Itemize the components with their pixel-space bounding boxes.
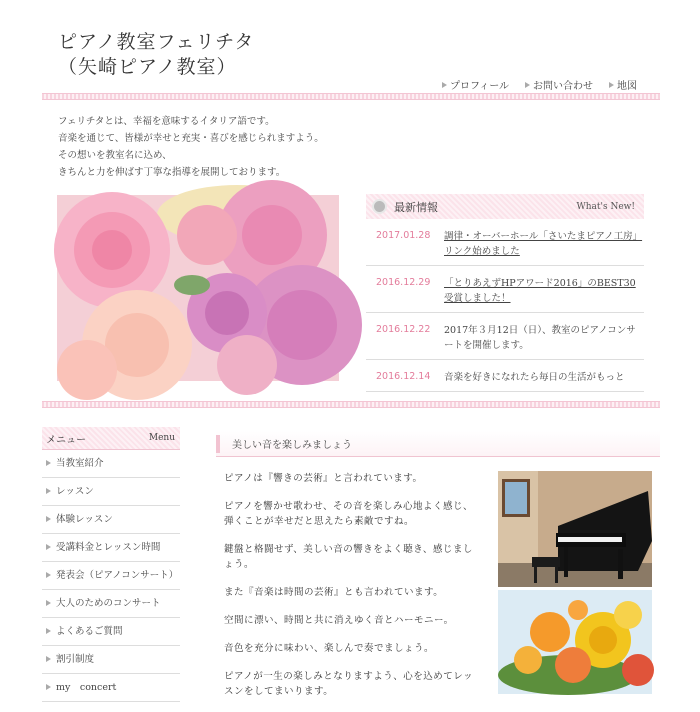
sidebar-item-label: 大人のためのコンサート: [56, 598, 161, 609]
triangle-right-icon: [46, 516, 51, 522]
triangle-right-icon: [46, 656, 51, 662]
main-paragraph: 音色を充分に味わい、楽しんで奏でましょう。: [224, 643, 435, 654]
news-item: [366, 219, 644, 266]
news-item: [366, 266, 644, 313]
site-title[interactable]: [58, 30, 254, 80]
nav-contact-label: お問い合わせ: [533, 81, 593, 92]
sidebar-item-label: 発表会（ピアノコンサート）: [56, 570, 179, 581]
intro-line: 音楽を通じて、皆様が幸せと充実・喜びを感じられますよう。: [58, 133, 324, 144]
news-list[interactable]: [366, 219, 644, 383]
main-paragraph: ピアノが一生の楽しみとなりますよう、心を込めてレッスンをしてまいります。: [224, 671, 474, 697]
main-paragraph: ピアノは『響きの芸術』と言われています。: [224, 473, 423, 484]
sidebar-item-label: my concert: [56, 682, 117, 693]
news-date: 2016.12.29: [376, 277, 431, 288]
news-date: 2016.12.22: [376, 324, 431, 335]
heading-accent-bar: [216, 435, 220, 453]
sidebar-item-label: 当教室紹介: [56, 458, 104, 469]
menu-title: メニュー: [46, 434, 86, 446]
triangle-right-icon: [46, 684, 51, 690]
main-heading: [216, 431, 660, 457]
triangle-right-icon: [46, 544, 51, 550]
news-link[interactable]: 「とりあえずHPアワード2016」のBEST30受賞しました！: [444, 278, 636, 304]
sidebar-item-label: 割引制度: [56, 654, 95, 665]
triangle-right-icon: [609, 82, 614, 88]
news-header: [366, 194, 644, 219]
news-title: 最新情報: [394, 200, 438, 214]
sidebar-item-trial-lesson[interactable]: [42, 506, 180, 534]
nav-contact[interactable]: [525, 77, 593, 92]
main-body-text: [224, 471, 479, 712]
flower-bouquet-photo: [498, 590, 652, 694]
nav-map[interactable]: [609, 77, 637, 92]
main-paragraph: ピアノを響かせ歌わせ、その音を楽しみ心地よく感じ、弾くことが幸せだと思えたら素敵ですね。: [224, 501, 473, 527]
sidebar-item-recital[interactable]: [42, 562, 180, 590]
sidebar-item-about[interactable]: [42, 450, 180, 478]
nav-profile-label: プロフィール: [450, 81, 509, 92]
sidebar-item-lesson[interactable]: [42, 478, 180, 506]
sidebar-item-adult-concert[interactable]: [42, 590, 180, 618]
bouquet-illustration: [498, 590, 652, 694]
news-item: [366, 360, 644, 392]
main-paragraph: 空間に漂い、時間と共に消えゆく音とハーモニー。: [224, 615, 454, 626]
triangle-right-icon: [46, 628, 51, 634]
triangle-right-icon: [46, 488, 51, 494]
sidebar-item-label: 受講料金とレッスン時間: [56, 542, 161, 553]
news-text: 音楽を好きになれたら毎日の生活がもっと: [444, 372, 625, 383]
intro-text: [58, 113, 324, 181]
hero-roses-image: [57, 195, 339, 381]
header-divider-band: [42, 93, 660, 100]
sidebar-item-label: 体験レッスン: [56, 514, 113, 525]
sidebar-item-label: レッスン: [56, 486, 94, 497]
triangle-right-icon: [46, 572, 51, 578]
news-section: [366, 194, 644, 383]
menu-header: [42, 427, 180, 450]
main-paragraph: また『音楽は時間の芸術』とも言われています。: [224, 587, 444, 598]
sidebar-item-faq[interactable]: [42, 618, 180, 646]
piano-room-photo: [498, 471, 652, 587]
top-nav: [442, 77, 637, 92]
sidebar-item-my-concert[interactable]: [42, 674, 180, 702]
site-title-line1: ピアノ教室フェリチタ: [58, 31, 255, 53]
roses-illustration: [57, 195, 339, 381]
sidebar-item-label: よくあるご質問: [56, 626, 123, 637]
main-paragraph: 鍵盤と格闘せず、美しい音の響きをよく聴き、感じましょう。: [224, 544, 473, 570]
intro-line: きちんと力を伸ばす丁寧な指導を展開しております。: [58, 167, 286, 178]
news-link[interactable]: 調律・オーバーホール「さいたまピアノ工房」 リンク始めました: [444, 231, 643, 257]
intro-line: その想いを教室名に込め、: [58, 150, 172, 161]
triangle-right-icon: [46, 460, 51, 466]
triangle-right-icon: [46, 600, 51, 606]
triangle-right-icon: [442, 82, 447, 88]
sidebar-item-discount[interactable]: [42, 646, 180, 674]
piano-illustration: [498, 471, 652, 587]
nav-profile[interactable]: [442, 77, 509, 92]
news-date: 2017.01.28: [376, 230, 431, 241]
nav-map-label: 地図: [617, 81, 637, 92]
news-circle-icon: [372, 199, 387, 214]
sidebar-item-fees[interactable]: [42, 534, 180, 562]
intro-line: フェリチタとは、幸福を意味するイタリア語です。: [58, 116, 275, 127]
news-date: 2016.12.14: [376, 371, 431, 382]
news-title-en: What's New!: [576, 201, 635, 212]
menu-title-en: Menu: [148, 433, 175, 443]
site-title-line2: （矢崎ピアノ教室）: [58, 56, 237, 78]
sidebar-menu: [42, 427, 180, 702]
news-text: 2017年３月12日（日）、教室のピアノコンサートを開催します。: [444, 325, 636, 351]
news-item: [366, 313, 644, 360]
triangle-right-icon: [525, 82, 530, 88]
main-heading-text: 美しい音を楽しみましょう: [232, 440, 352, 451]
content-divider-band: [42, 401, 660, 408]
